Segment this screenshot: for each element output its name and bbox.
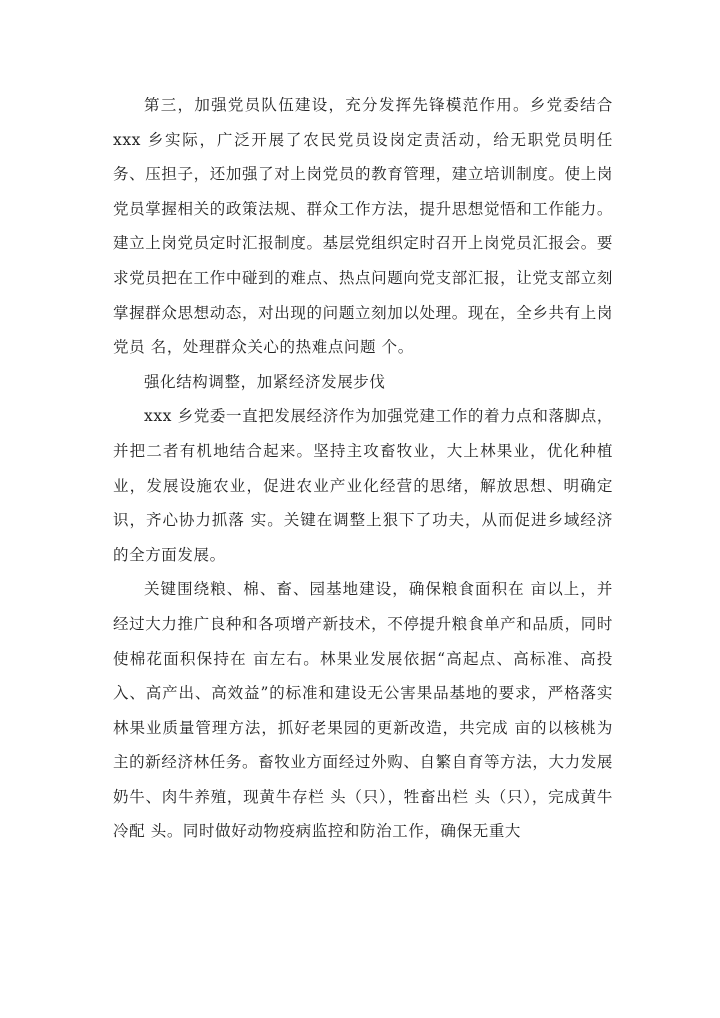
- section-heading-economic-structure: 强化结构调整，加紧经济发展步伐: [144, 372, 386, 391]
- paragraph-economic-development: xxx 乡党委一直把发展经济作为加强党建工作的着力点和落脚点，并把二者有机地结合起来。坚持主攻畜牧业，大上林果业，优化种植业，发展设施农业，促进农业产业化经营的思绪，解放思想、明确定识，齐心协力抓落 实。关键在调整上狠下了功夫，从而促进乡域经济的全方面发展。: [113, 407, 613, 564]
- paragraph-party-member-building: 第三，加强党员队伍建设，充分发挥先锋模范作用。乡党委结合xxx 乡实际，广泛开展了农民党员设岗定责活动，给无职党员明任务、压担子，还加强了对上岗党员的教育管理，建立培训制度。使上岗党员掌握相关的政策法规、群众工作方法，提升思想觉悟和工作能力。建立上岗党员定时汇报制度。基层党组织定时召开上岗党员汇报会。要求党员把在工作中碰到的难点、热点问题向党支部汇报，让党支部立刻掌握群众思想动态，对出现的问题立刻加以处理。现在，全乡共有上岗党员 名，处理群众关心的热难点问题 个。: [113, 96, 613, 357]
- document-body: [113, 88, 613, 849]
- paragraph-agriculture-bases: 关键围绕粮、棉、畜、园基地建设，确保粮食面积在 亩以上，并经过大力推广良种和各项增产新技术，不停提升粮食单产和品质，同时使棉花面积保持在 亩左右。林果业发展依据“高起点、高标准、高投入、高产出、高效益”的标准和建设无公害果品基地的要求，严格落实林果业质量管理方法，抓好老果园的更新改造，共完成 亩的以核桃为主的新经济林任务。畜牧业方面经过外购、自繁自育等方法，大力发展奶牛、肉牛养殖，现黄牛存栏 头（只），牲畜出栏 头（只），完成黄牛冷配 头。同时做好动物疫病监控和防治工作，确保无重大: [113, 580, 613, 841]
